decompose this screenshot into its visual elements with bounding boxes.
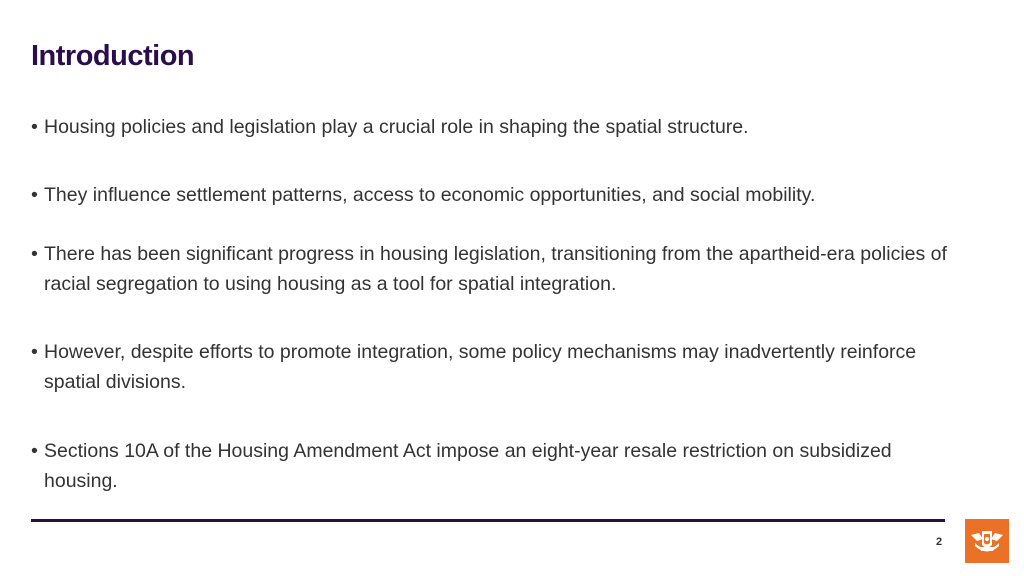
page-number: 2	[936, 536, 943, 548]
bullet-item: • They influence settlement patterns, access to economic opportunities, and social mobility.	[30, 180, 970, 210]
bullet-item: • However, despite efforts to promote integration, some policy mechanisms may inadvertently reinforce spatial divisions.	[30, 337, 970, 397]
slide-title: Introduction	[31, 40, 195, 72]
university-crest-icon	[965, 519, 1009, 563]
bullet-item: • Sections 10A of the Housing Amendment Act impose an eight-year resale restriction on subsidized housing.	[30, 436, 970, 496]
bullet-item: • There has been significant progress in housing legislation, transitioning from the apartheid-era policies of racial segregation to using housing as a tool for spatial integration.	[30, 239, 970, 299]
bullet-item: • Housing policies and legislation play a crucial role in shaping the spatial structure.	[30, 112, 970, 142]
footer-divider	[31, 519, 945, 522]
